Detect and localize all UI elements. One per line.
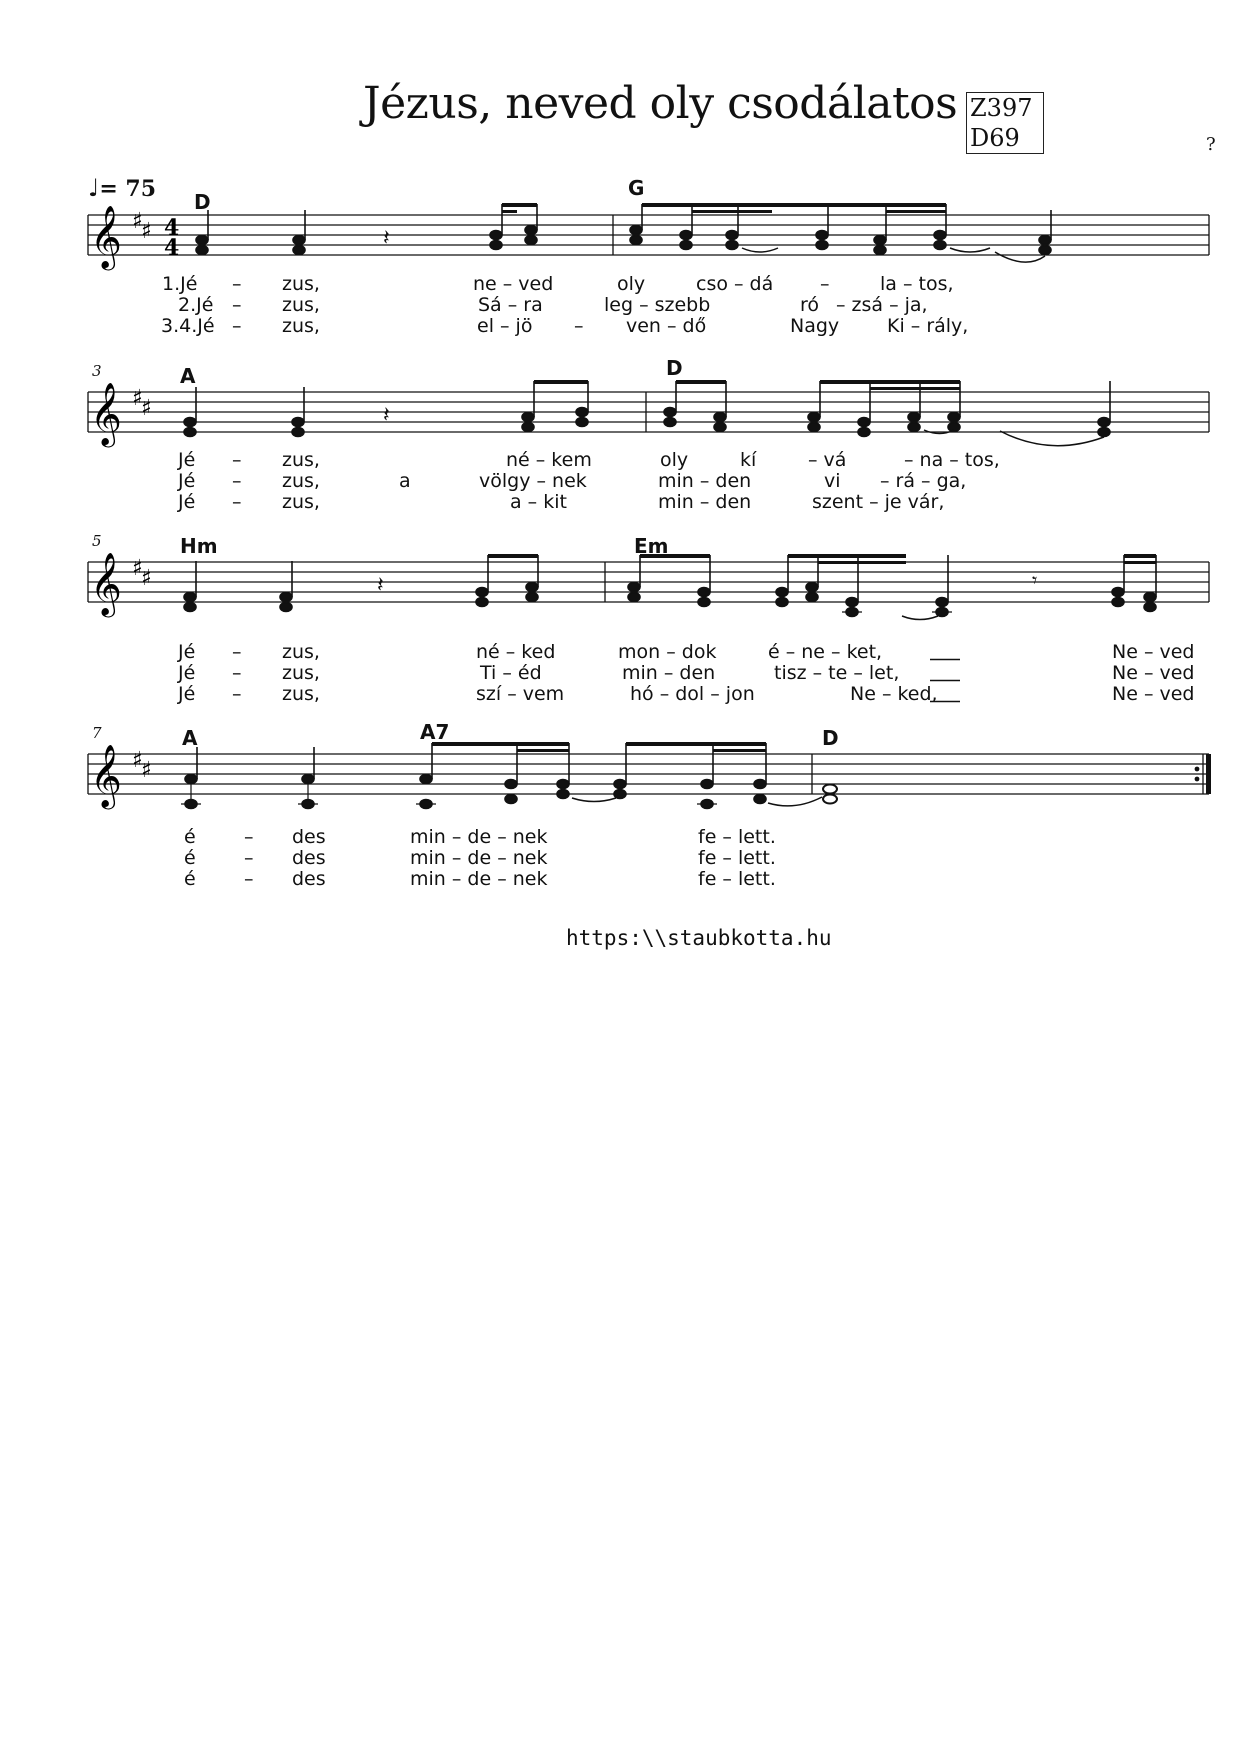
lyric-syllable: fe – lett. (698, 868, 776, 890)
lyric-syllable: – (232, 449, 242, 471)
lyric-syllable: 2.Jé (178, 294, 214, 316)
source-url: https:\\staubkotta.hu (566, 926, 832, 950)
lyric-syllable: leg – szebb (604, 294, 711, 316)
lyric-syllable: – (244, 847, 254, 869)
lyric-syllable: 1.Jé (162, 273, 198, 295)
lyric-syllable: Ne – ved (1112, 641, 1195, 663)
lyric-syllable: vi (824, 470, 841, 492)
lyric-syllable: min – den (658, 470, 752, 492)
key-sharp-icon: ♯ (132, 748, 143, 773)
treble-clef-icon: 𝄞 (90, 382, 122, 445)
lyric-syllable: zus, (282, 491, 320, 513)
time-sig-bottom: 4 (164, 235, 180, 261)
key-sharp-icon: ♯ (132, 556, 143, 581)
lyric-syllable: min – de – nek (410, 868, 548, 890)
lyric-syllable: Ti – éd (480, 662, 542, 684)
lyric-syllable: oly (617, 273, 646, 295)
repeat-dot (1195, 777, 1200, 782)
lyric-syllable: zus, (282, 662, 320, 684)
lyric-syllable: – na – tos, (904, 449, 1000, 471)
lyric-syllable: 3.4.Jé (161, 315, 215, 337)
lyric-extender (930, 658, 960, 661)
lyric-syllable: Jé (178, 662, 196, 684)
lyric-syllable: cso – dá (696, 273, 774, 295)
lyric-syllable: Jé (178, 491, 196, 513)
lyric-syllable: é (184, 826, 196, 848)
lyric-syllable: ró (800, 294, 820, 316)
lyric-syllable: tisz – te – let, (774, 662, 900, 684)
measure-number: 5 (92, 532, 102, 550)
key-sharp-icon: ♯ (141, 396, 152, 421)
staff-system-4 (0, 739, 1240, 829)
staff-system-3 (0, 547, 1240, 637)
lyric-syllable: zus, (282, 449, 320, 471)
lyric-syllable: né – ked (476, 641, 556, 663)
lyric-syllable: é – ne – ket, (768, 641, 883, 663)
lyric-syllable: – (244, 868, 254, 890)
key-sharp-icon: ♯ (132, 209, 143, 234)
lyric-syllable: – (232, 683, 242, 705)
code-d: D69 (970, 124, 1020, 152)
lyric-syllable: fe – lett. (698, 826, 776, 848)
song-code-box (966, 92, 1044, 154)
lyric-syllable: min – de – nek (410, 826, 548, 848)
lyric-syllable: é (184, 868, 196, 890)
lyric-syllable: des (292, 826, 326, 848)
lyric-syllable: – (232, 273, 242, 295)
lyric-syllable: zus, (282, 273, 320, 295)
staff-system-2 (0, 377, 1240, 457)
chord-symbol: A (180, 364, 196, 388)
chord-symbol: G (628, 176, 645, 200)
lyric-syllable: – (232, 641, 242, 663)
code-z: Z397 (970, 94, 1033, 122)
lyric-syllable: ven – dő (626, 315, 707, 337)
lyric-syllable: Nagy (790, 315, 840, 337)
key-sharp-icon: ♯ (132, 386, 143, 411)
lyric-syllable: – rá – ga, (880, 470, 967, 492)
quarter-note-icon: ♩ (88, 174, 100, 202)
lyric-syllable: zus, (282, 315, 320, 337)
lyric-syllable: hó – dol – jon (630, 683, 755, 705)
chord-symbol: D (194, 190, 211, 214)
lyric-syllable: des (292, 868, 326, 890)
lyric-syllable: Ne – ved (1112, 683, 1195, 705)
corner-mark: ? (1206, 134, 1216, 155)
repeat-dot (1195, 767, 1200, 772)
quarter-rest-icon: 𝄽 (383, 403, 390, 428)
lyric-syllable: – (820, 273, 830, 295)
lyric-syllable: é (184, 847, 196, 869)
lyric-syllable: zus, (282, 641, 320, 663)
lyric-syllable: – vá (808, 449, 847, 471)
final-barline (1206, 754, 1211, 794)
measure-number: 3 (92, 362, 102, 380)
lyric-syllable: – (232, 470, 242, 492)
lyric-syllable: völgy – nek (479, 470, 587, 492)
lyric-syllable: zus, (282, 294, 320, 316)
lyric-syllable: la – tos, (880, 273, 954, 295)
quarter-rest-icon: 𝄽 (377, 573, 384, 598)
lyric-syllable: el – jö (477, 315, 533, 337)
key-sharp-icon: ♯ (141, 219, 152, 244)
key-sharp-icon: ♯ (141, 758, 152, 783)
chord-symbol: Em (634, 534, 669, 558)
lyric-syllable: Ne – ved (1112, 662, 1195, 684)
treble-clef-icon: 𝄞 (90, 552, 122, 615)
chord-symbol: Hm (180, 534, 218, 558)
lyric-extender (930, 700, 960, 703)
lyric-syllable: oly (660, 449, 689, 471)
lyric-syllable: – zsá – ja, (836, 294, 928, 316)
lyric-syllable: Jé (178, 449, 196, 471)
lyric-extender (930, 679, 960, 682)
eighth-rest-icon: 𝄾 (1032, 568, 1038, 592)
lyric-syllable: szí – vem (476, 683, 565, 705)
lyric-syllable: – (232, 315, 242, 337)
key-sharp-icon: ♯ (141, 566, 152, 591)
lyric-syllable: – (574, 315, 584, 337)
lyric-syllable: min – den (658, 491, 752, 513)
lyric-syllable: Jé (178, 683, 196, 705)
staff-system-1 (0, 200, 1240, 280)
lyric-syllable: Ki – rály, (887, 315, 969, 337)
quarter-rest-icon: 𝄽 (383, 226, 390, 251)
lyric-syllable: min – den (622, 662, 716, 684)
lyric-syllable: zus, (282, 470, 320, 492)
treble-clef-icon: 𝄞 (90, 744, 122, 807)
lyric-syllable: Jé (178, 470, 196, 492)
lyric-syllable: – (232, 294, 242, 316)
chord-symbol: A (182, 726, 198, 750)
lyric-syllable: des (292, 847, 326, 869)
chord-symbol: D (666, 356, 683, 380)
lyric-syllable: né – kem (506, 449, 592, 471)
lyric-syllable: ne – ved (473, 273, 554, 295)
lyric-syllable: szent – je vár, (812, 491, 945, 513)
time-sig-top: 4 (164, 215, 180, 241)
lyric-syllable: Ne – ked, (850, 683, 938, 705)
lyric-syllable: a (399, 470, 411, 492)
lyric-syllable: Jé (178, 641, 196, 663)
lyric-syllable: – (232, 662, 242, 684)
chord-symbol: D (822, 726, 839, 750)
lyric-syllable: a – kit (510, 491, 567, 513)
lyric-syllable: fe – lett. (698, 847, 776, 869)
treble-clef-icon: 𝄞 (90, 205, 122, 268)
lyric-syllable: min – de – nek (410, 847, 548, 869)
measure-number: 7 (92, 724, 102, 742)
lyric-syllable: – (232, 491, 242, 513)
lyric-syllable: mon – dok (618, 641, 717, 663)
tempo-value: = 75 (99, 176, 157, 202)
song-title: Jézus, neved oly csodálatos (363, 78, 958, 129)
lyric-syllable: zus, (282, 683, 320, 705)
lyric-syllable: – (244, 826, 254, 848)
chord-symbol: A7 (420, 720, 450, 744)
lyric-syllable: kí (740, 449, 757, 471)
tempo-marking (88, 174, 156, 202)
lyric-syllable: Sá – ra (478, 294, 543, 316)
